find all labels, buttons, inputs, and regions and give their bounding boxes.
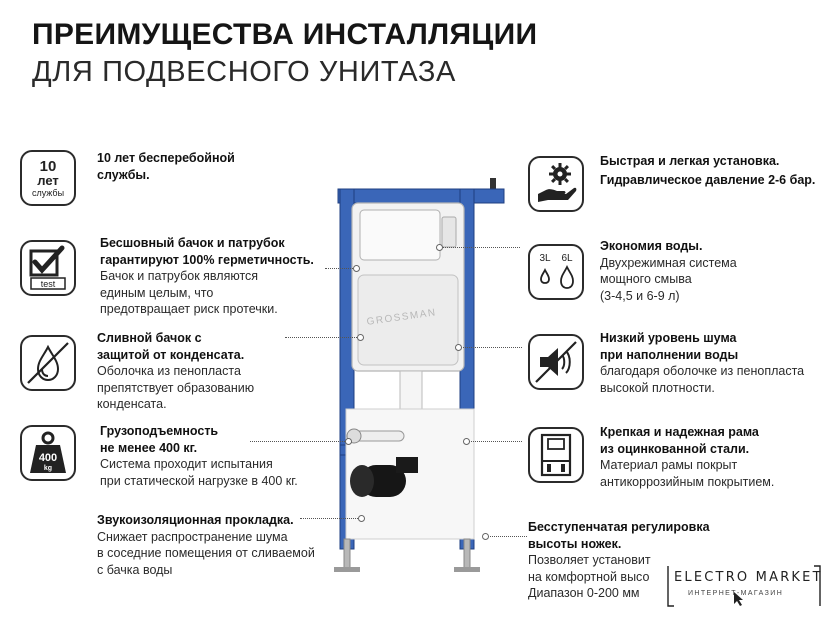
ten-years-icon xyxy=(20,150,76,206)
feature-legs-title-2: высоты ножек. xyxy=(528,536,622,551)
callout-dot-frame xyxy=(463,438,470,445)
feature-condensate-text-3: конденсата. xyxy=(97,397,167,411)
feature-water-economy xyxy=(600,238,737,304)
feature-legs-text-1: Позволяет установит xyxy=(528,553,651,567)
feature-low-noise-text-1: благодаря оболочке из пенопласта xyxy=(600,364,805,378)
feature-installation xyxy=(600,152,815,190)
feature-load-text-2: при статической нагрузке в 400 кг. xyxy=(100,473,298,488)
feature-soundproof-text-2: в соседние помещения от сливаемой xyxy=(97,546,315,560)
callout-dot-soundproof xyxy=(358,515,365,522)
feature-service-life-title: 10 лет бесперебойной xyxy=(97,151,235,165)
feature-load-title: Грузоподъемность xyxy=(100,424,219,438)
weight-icon xyxy=(20,425,76,481)
feature-frame xyxy=(600,424,774,490)
feature-seamless-tank-title-2: гарантируют 100% герметичность. xyxy=(100,252,314,267)
water-saving-icon xyxy=(528,244,584,300)
logo-brand: ELECTRO MARKET xyxy=(674,570,823,585)
feature-load-text-1: Система проходит испытания xyxy=(100,457,273,471)
weight-unit: kg xyxy=(43,465,53,472)
logo-tagline: ИНТЕРНЕТ-МАГАЗИН xyxy=(688,590,784,597)
feature-load xyxy=(100,423,298,489)
feature-frame-title: Крепкая и надежная рама xyxy=(600,425,759,439)
leader-line-frame xyxy=(468,441,522,442)
years-number: 10 xyxy=(39,158,57,175)
feature-seamless-tank-title: Бесшовный бачок и патрубок xyxy=(100,236,285,250)
feature-frame-title-2: из оцинкованной стали. xyxy=(600,441,750,456)
feature-seamless-tank xyxy=(100,235,314,318)
feature-soundproof xyxy=(97,512,315,578)
feature-load-title-2: не менее 400 кг. xyxy=(100,440,198,455)
leader-line-water xyxy=(440,247,520,248)
test-caption: test xyxy=(40,279,56,289)
feature-water-economy-text-3: (3-4,5 и 6-9 л) xyxy=(600,288,680,303)
feature-frame-text-1: Материал рамы покрыт xyxy=(600,458,738,472)
callout-dot-legs xyxy=(482,533,489,540)
gear-hand-icon xyxy=(528,156,584,212)
feature-seamless-tank-text-1: Бачок и патрубок являются xyxy=(100,269,259,283)
page-title: ПРЕИМУЩЕСТВА ИНСТАЛЛЯЦИИ xyxy=(32,18,538,51)
big-flush-label: 6L xyxy=(561,253,573,264)
feature-water-economy-title: Экономия воды. xyxy=(600,239,703,253)
installation-frame-illustration xyxy=(330,175,520,585)
callout-dot-water xyxy=(436,244,443,251)
feature-condensate-text-1: Оболочка из пенопласта xyxy=(97,364,241,378)
feature-legs-text-3: Диапазон 0-200 мм xyxy=(528,586,640,600)
feature-soundproof-text-1: Снижает распространение шума xyxy=(97,529,288,544)
years-caption: службы xyxy=(31,188,65,198)
leader-line-load xyxy=(250,441,345,442)
callout-dot-condensate xyxy=(357,334,364,341)
leader-line-soundproof xyxy=(300,518,358,519)
years-word: лет xyxy=(37,173,59,188)
callout-dot-seamless xyxy=(353,265,360,272)
frame-icon xyxy=(528,427,584,483)
feature-low-noise-text-2: высокой плотности. xyxy=(600,380,715,395)
page-subtitle: ДЛЯ ПОДВЕСНОГО УНИТАЗА xyxy=(32,56,456,88)
feature-condensate-title: Сливной бачок с xyxy=(97,331,202,345)
feature-condensate-text-2: препятствует образованию xyxy=(97,380,255,395)
drop-condensate-icon xyxy=(20,335,76,391)
checkmark-test-icon xyxy=(20,240,76,296)
feature-condensate xyxy=(97,330,254,413)
callout-dot-noise xyxy=(455,344,462,351)
tank-brand-label: GROSSMAN xyxy=(366,307,438,328)
leader-line-noise xyxy=(460,347,522,348)
feature-installation-title-2: Гидравлическое давление 2-6 бар. xyxy=(600,173,816,187)
weight-label: 400 xyxy=(38,452,58,464)
feature-soundproof-text-3: с бачка воды xyxy=(97,562,173,577)
feature-water-economy-text-1: Двухрежимная система xyxy=(600,255,737,270)
feature-legs-title: Бесступенчатая регулировка xyxy=(528,520,710,534)
electro-market-logo xyxy=(664,562,824,610)
feature-installation-title: Быстрая и легкая установка. xyxy=(600,154,780,168)
feature-legs-text-2: на комфортной высо xyxy=(528,569,650,584)
leader-line-condensate xyxy=(285,337,357,338)
small-flush-label: 3L xyxy=(539,253,551,264)
feature-frame-text-2: антикоррозийным покрытием. xyxy=(600,474,775,489)
feature-low-noise xyxy=(600,330,804,396)
feature-low-noise-title-2: при наполнении воды xyxy=(600,347,739,362)
callout-dot-load xyxy=(345,438,352,445)
feature-condensate-title-2: защитой от конденсата. xyxy=(97,347,245,362)
feature-seamless-tank-text-3: предотвращает риск протечки. xyxy=(100,302,278,316)
feature-soundproof-title: Звукоизоляционная прокладка. xyxy=(97,513,294,527)
feature-seamless-tank-text-2: единым целым, что xyxy=(100,285,214,300)
feature-service-life-title-2: службы. xyxy=(97,167,150,182)
feature-water-economy-text-2: мощного смыва xyxy=(600,272,692,286)
leader-line-legs xyxy=(487,536,527,537)
leader-line-seamless xyxy=(325,268,353,269)
feature-service-life xyxy=(97,150,235,183)
low-noise-icon xyxy=(528,334,584,390)
feature-low-noise-title: Низкий уровень шума xyxy=(600,331,737,345)
